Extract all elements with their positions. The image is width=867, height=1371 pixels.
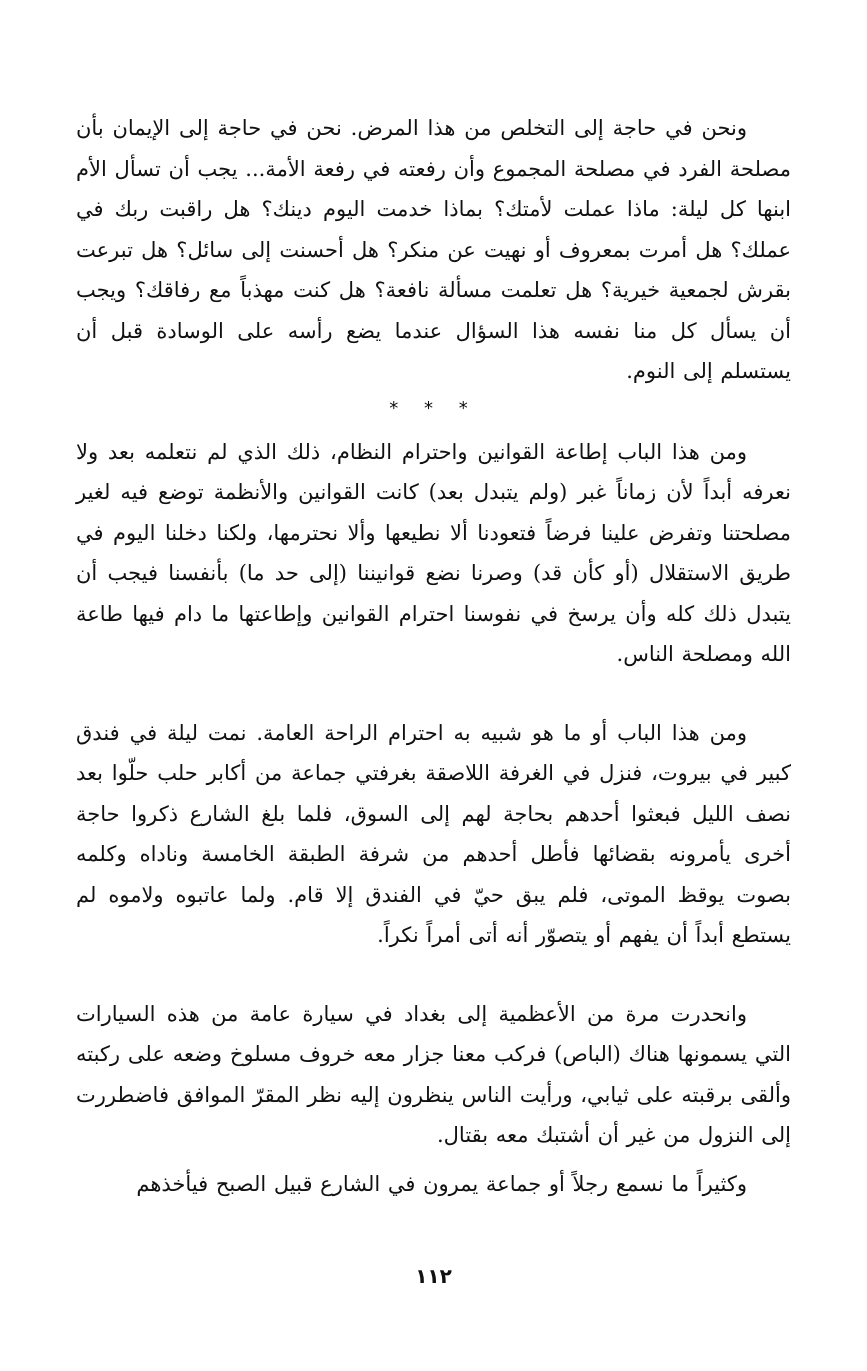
paragraph-3: ومن هذا الباب أو ما هو شبيه به احترام الراحة العامة. نمت ليلة في فندق كبير في بيروت، فنزل في الغرفة اللاصقة بغرفتي جماعة من أكابر حلب حلّوا بعد نصف الليل فبعثوا أحدهم بحاجة لهم إلى السوق، فلما بلغ الشارع ذكروا حاجة أخرى يأمرونه بقضائها فأطل أحدهم من شرفة الطبقة الخامسة وناداه وكلمه بصوت يوقظ الموتى، فلم يبق حيّ في الفندق إلا قام. ولما عاتبوه ولاموه لم يستطع أبداً أن يفهم أو يتصوّر أنه أتى أمراً نكراً. bbox=[76, 720, 791, 947]
page-number: ١١٢ bbox=[415, 1264, 452, 1288]
paragraph-2: ومن هذا الباب إطاعة القوانين واحترام النظام، ذلك الذي لم نتعلمه بعد ولا نعرفه أبداً لأن زماناً غبر (ولم يتبدل بعد) كانت القوانين والأنظمة توضع فيه لغير مصلحتنا وتفرض علينا فرضاً فتعودنا ألا نطيعها وألا نحترمها، ولكنا دخلنا اليوم في طريق الاستقلال (أو كأن قد) وصرنا نضع قوانيننا (إلى حد ما) بأنفسنا فيجب أن يتبدل ذلك كله وأن يرسخ في نفوسنا احترام القوانين وإطاعتها ما دام فيها طاعة الله ومصلحة الناس. bbox=[76, 439, 791, 666]
paragraph-1: ونحن في حاجة إلى التخلص من هذا المرض. نحن في حاجة إلى الإيمان بأن مصلحة الفرد في مصلحة المجموع وأن رفعته في رفعة الأمة... يجب أن تسأل الأم ابنها كل ليلة: ماذا عملت لأمتك؟ بماذا خدمت اليوم دينك؟ هل راقبت ربك في عملك؟ هل أمرت بمعروف أو نهيت عن منكر؟ هل أحسنت إلى سائل؟ هل تبرعت بقرش لجمعية خيرية؟ هل تعلمت مسألة نافعة؟ هل كنت مهذباً مع رفاقك؟ ويجب أن يسأل كل منا نفسه هذا السؤال عندما يضع رأسه على الوسادة قبل أن يستسلم إلى النوم. bbox=[76, 116, 791, 383]
paragraph-5: وكثيراً ما نسمع رجلاً أو جماعة يمرون في الشارع قبيل الصبح فيأخذهم bbox=[136, 1171, 747, 1196]
section-divider: * * * bbox=[389, 397, 478, 419]
book-page bbox=[76, 108, 791, 1288]
paragraph-4: وانحدرت مرة من الأعظمية إلى بغداد في سيارة عامة من هذه السيارات التي يسمونها هناك (الباص) فركب معنا جزار معه خروف مسلوخ وضعه على ركبته وألقى برقبته على ثيابي، ورأيت الناس ينظرون إليه نظر المقرّ الموافق فاضطررت إلى النزول من غير أن أشتبك معه بقتال. bbox=[76, 1001, 791, 1147]
